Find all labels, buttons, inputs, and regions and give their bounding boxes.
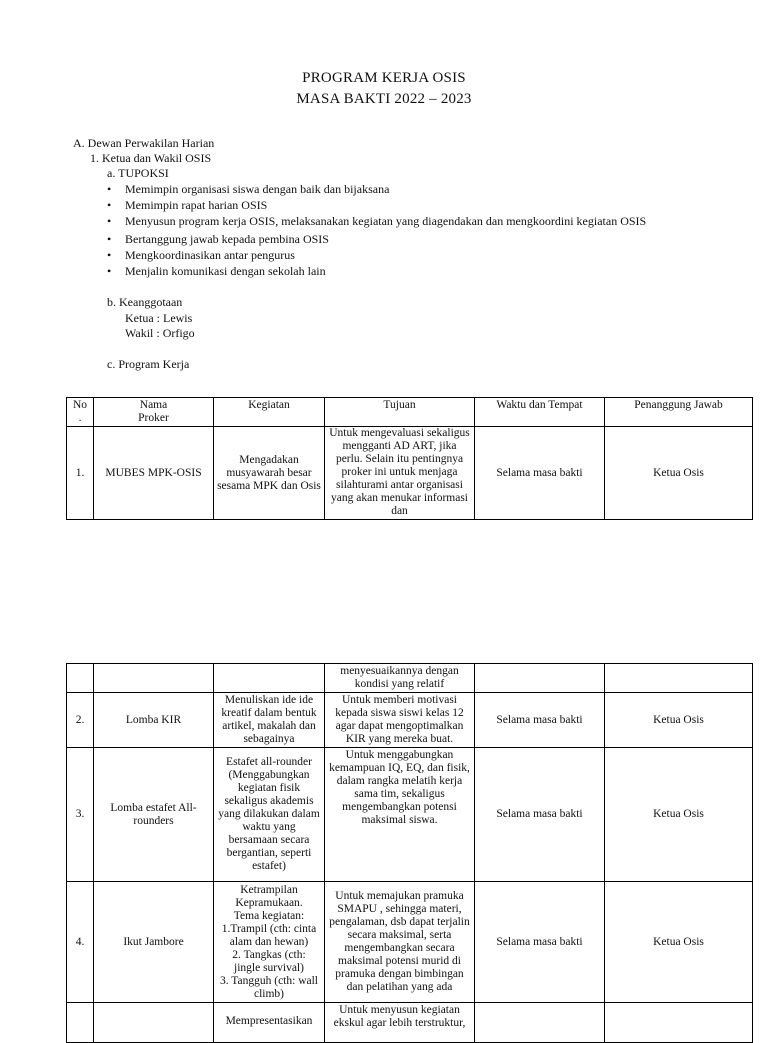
table-row-continuation <box>67 664 753 693</box>
cell-tujuan: Untuk menyusun kegiatan ekskul agar lebih terstruktur, <box>325 1003 475 1043</box>
table-row <box>67 748 753 882</box>
cell-waktu: Selama masa bakti <box>475 427 605 520</box>
kegiatan-line: 1.Trampil (cth: cinta <box>221 922 317 935</box>
cell-waktu: Selama masa bakti <box>475 693 605 748</box>
section-heading: A. Dewan Perwakilan Harian <box>73 136 215 150</box>
sub-heading-keanggotaan: b. Keanggotaan <box>107 295 183 309</box>
program-table <box>66 397 753 520</box>
sub-heading-program-kerja: c. Program Kerja <box>107 357 190 371</box>
header-pj: Penanggung Jawab <box>605 398 753 427</box>
cell-no <box>67 1003 94 1043</box>
cell-pj <box>605 664 753 693</box>
header-no: No . <box>67 398 94 427</box>
cell-nama <box>94 1003 214 1043</box>
cell-kegiatan <box>214 664 325 693</box>
ketua-name: Ketua : Lewis <box>125 311 193 325</box>
cell-pj: Ketua Osis <box>605 693 753 748</box>
cell-nama: Lomba estafet All-rounders <box>94 748 214 882</box>
cell-tujuan: Untuk menggabungkan kemampuan IQ, EQ, dan fisik, dalam rangka melatih kerja sama tim, sekaligus mengembangkan potensi maksimal siswa. <box>325 748 475 882</box>
cell-kegiatan: Estafet all-rounder (Menggabungkan kegiatan fisik sekaligus akademis yang dilakukan dalam waktu yang bersamaan secara bergantian, seperti estafet) <box>214 748 325 882</box>
tupoksi-bullet: • Menyusun program kerja OSIS, melaksanakan kegiatan yang diagendakan dan mengkoordini kegiatan OSIS <box>125 214 646 229</box>
cell-nama <box>94 664 214 693</box>
tupoksi-bullet: • Bertanggung jawab kepada pembina OSIS <box>125 232 329 247</box>
table-row <box>67 693 753 748</box>
cell-kegiatan: Menuliskan ide ide kreatif dalam bentuk artikel, makalah dan sebagainya <box>214 693 325 748</box>
cell-kegiatan: Mengadakan musyawarah besar sesama MPK dan Osis <box>214 427 325 520</box>
tupoksi-bullet: • Memimpin organisasi siswa dengan baik dan bijaksana <box>125 182 389 197</box>
header-kegiatan: Kegiatan <box>214 398 325 427</box>
cell-pj: Ketua Osis <box>605 882 753 1003</box>
kegiatan-line: 3. Tangguh (cth: wall <box>220 974 318 987</box>
cell-no: 4. <box>67 882 94 1003</box>
cell-nama: Lomba KIR <box>94 693 214 748</box>
cell-tujuan: Untuk memajukan pramuka SMAPU , sehingga materi, pengalaman, dsb dapat terjalin secara maksimal, serta mengembangkan secara maksimal potensi murid di pramuka dengan bimbingan dan pelatihan yang ada <box>325 882 475 1003</box>
document-subtitle: MASA BAKTI 2022 – 2023 <box>296 91 472 107</box>
tupoksi-bullet: • Mengkoordinasikan antar pengurus <box>125 248 295 263</box>
kegiatan-line: jingle survival) <box>234 961 304 974</box>
kegiatan-line: 2. Tangkas (cth: <box>232 948 306 961</box>
cell-pj: Ketua Osis <box>605 748 753 882</box>
cell-tujuan: Untuk memberi motivasi kepada siswa siswi kelas 12 agar dapat mengoptimalkan KIR yang mereka buat. <box>325 693 475 748</box>
table-row <box>67 427 753 520</box>
header-waktu: Waktu dan Tempat <box>475 398 605 427</box>
table-row <box>67 882 753 1003</box>
tupoksi-bullet: • Memimpin rapat harian OSIS <box>125 198 267 213</box>
header-tujuan: Tujuan <box>325 398 475 427</box>
cell-no: 1. <box>67 427 94 520</box>
header-nama: Nama Proker <box>94 398 214 427</box>
cell-tujuan <box>325 427 475 520</box>
cell-no: 2. <box>67 693 94 748</box>
sub-heading-tupoksi: a. TUPOKSI <box>107 166 169 180</box>
cell-pj: Ketua Osis <box>605 427 753 520</box>
cell-waktu <box>475 1003 605 1043</box>
kegiatan-line: Ketrampilan <box>240 883 298 896</box>
table-header-row <box>67 398 753 427</box>
cell-waktu: Selama masa bakti <box>475 748 605 882</box>
cell-tujuan-text: Untuk mengevaluasi sekaligus mengganti AD ART, jika perlu. Selain itu pentingnya proker ini untuk menjaga silahturami antar organisasi yang akan menukar informasi dan <box>329 427 470 517</box>
tupoksi-bullet: • Menjalin komunikasi dengan sekolah lain <box>125 264 326 279</box>
cell-nama: MUBES MPK-OSIS <box>94 427 214 520</box>
cell-pj <box>605 1003 753 1043</box>
program-table-continued <box>66 663 753 1043</box>
wakil-name: Wakil : Orfigo <box>125 326 195 340</box>
cell-tujuan: menyesuaikannya dengan kondisi yang relatif <box>325 664 475 693</box>
cell-no: 3. <box>67 748 94 882</box>
kegiatan-line: Kepramukaan. <box>235 896 303 909</box>
cell-nama: Ikut Jambore <box>94 882 214 1003</box>
cell-waktu <box>475 664 605 693</box>
table-row-partial <box>67 1003 753 1043</box>
item-heading: 1. Ketua dan Wakil OSIS <box>90 151 212 165</box>
kegiatan-line: alam dan hewan) <box>229 935 309 948</box>
kegiatan-line: Tema kegiatan: <box>233 909 305 922</box>
cell-no <box>67 664 94 693</box>
document-title: PROGRAM KERJA OSIS <box>302 70 466 86</box>
cell-kegiatan <box>214 882 325 1003</box>
cell-waktu: Selama masa bakti <box>475 882 605 1003</box>
kegiatan-line: climb) <box>253 987 285 1000</box>
cell-kegiatan: Mempresentasikan <box>214 1003 325 1043</box>
